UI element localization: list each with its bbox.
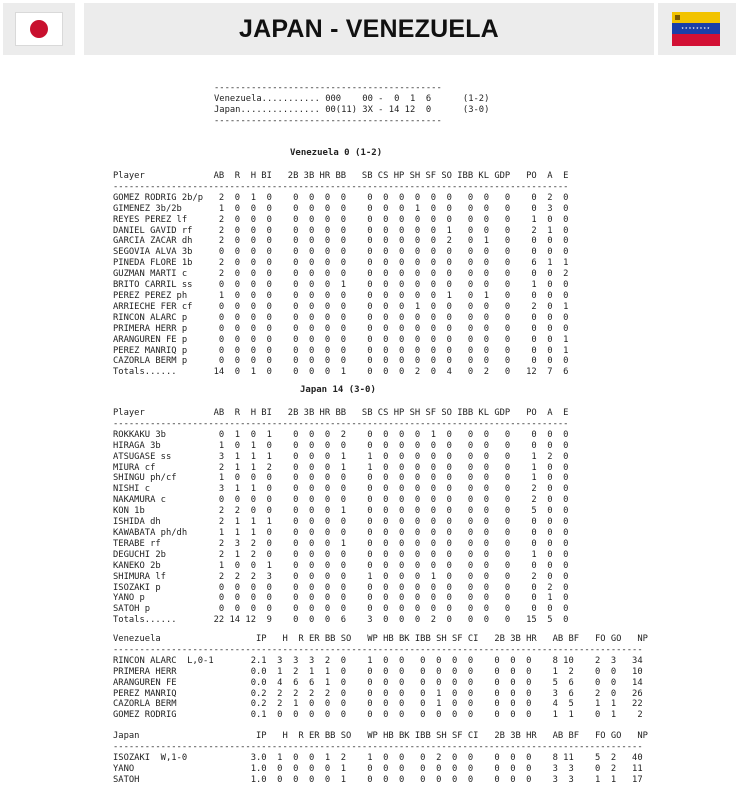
japan-batting-title: Japan 14 (3-0) xyxy=(300,385,376,395)
batting-row: KANEKO 2b 1 0 0 1 0 0 0 0 0 0 0 0 0 0 0 0 0 0 0 0 xyxy=(113,560,569,571)
batting-row: RINCON ALARC p 0 0 0 0 0 0 0 0 0 0 0 0 0 0 0 0 0 0 0 0 xyxy=(113,312,569,323)
linescore-separator-top: ------------------------------------------- xyxy=(214,83,442,93)
pitching-header: Venezuela IP H R ER BB SO WP HB BK IBB SH SF CI 2B 3B HR AB BF FO GO NP xyxy=(113,634,648,644)
batting-row: SEGOVIA ALVA 3b 0 0 0 0 0 0 0 0 0 0 0 0 0 0 0 0 0 0 0 0 xyxy=(113,247,569,258)
pitching-row: CAZORLA BERM 0.2 2 1 0 0 0 0 0 0 0 1 0 0 0 0 0 4 5 1 1 22 xyxy=(113,699,643,710)
pitching-row: GOMEZ RODRIG 0.1 0 0 0 0 0 0 0 0 0 0 0 0 0 0 0 1 1 0 1 2 xyxy=(113,710,643,721)
pitching-row: YANO 1.0 0 0 0 0 1 0 0 0 0 0 0 0 0 0 0 3 3 0 2 11 xyxy=(113,763,643,774)
batting-row: ISHIDA dh 2 1 1 1 0 0 0 0 0 0 0 0 0 0 0 0 0 0 0 0 xyxy=(113,517,569,528)
batting-row: GOMEZ RODRIG 2b/p 2 0 1 0 0 0 0 0 0 0 0 0 0 0 0 0 0 0 2 0 xyxy=(113,192,569,203)
batting-row: SHIMURA lf 2 2 2 3 0 0 0 0 1 0 0 0 1 0 0 0 0 2 0 0 xyxy=(113,571,569,582)
batting-totals-row: Totals...... 22 14 12 9 0 0 0 6 3 0 0 0 2 0 0 0 0 15 5 0 xyxy=(113,615,569,626)
japan-batting-table xyxy=(113,408,568,626)
batting-row: YANO p 0 0 0 0 0 0 0 0 0 0 0 0 0 0 0 0 0 0 1 0 xyxy=(113,593,569,604)
batting-row: PEREZ MANRIQ p 0 0 0 0 0 0 0 0 0 0 0 0 0 0 0 0 0 0 0 1 xyxy=(113,345,569,356)
batting-row: GUZMAN MARTI c 2 0 0 0 0 0 0 0 0 0 0 0 0 0 0 0 0 0 0 2 xyxy=(113,269,569,280)
batting-row: NISHI c 3 1 1 0 0 0 0 0 0 0 0 0 0 0 0 0 0 2 0 0 xyxy=(113,484,569,495)
batting-row: DANIEL GAVID rf 2 0 0 0 0 0 0 0 0 0 0 0 0 1 0 0 0 2 1 0 xyxy=(113,225,569,236)
batting-totals-row: Totals...... 14 0 1 0 0 0 0 1 0 0 0 2 0 4 0 2 0 12 7 6 xyxy=(113,367,569,378)
pitching-row: SATOH 1.0 0 0 0 0 1 0 0 0 0 0 0 0 0 0 0 3 3 1 1 17 xyxy=(113,774,643,785)
batting-separator: -------------------------------------------------------------------------------------- xyxy=(113,418,569,429)
batting-row: BRITO CARRIL ss 0 0 0 0 0 0 0 1 0 0 0 0 0 0 0 0 0 1 0 0 xyxy=(113,280,569,291)
batting-row: HIRAGA 3b 1 0 1 0 0 0 0 0 0 0 0 0 0 0 0 0 0 0 0 0 xyxy=(113,440,569,451)
pitching-separator: ---------------------------------------------------------------------------------------------------- xyxy=(113,644,643,655)
venezuela-batting-title: Venezuela 0 (1-2) xyxy=(290,148,383,158)
japan-flag-disc xyxy=(30,20,48,38)
batting-separator: -------------------------------------------------------------------------------------- xyxy=(113,181,569,192)
batting-row: PEREZ PEREZ ph 1 0 0 0 0 0 0 0 0 0 0 0 0 1 0 1 0 0 0 0 xyxy=(113,290,569,301)
japan-flag-icon xyxy=(15,12,63,46)
batting-row: GARCIA ZACAR dh 2 0 0 0 0 0 0 0 0 0 0 0 0 2 0 1 0 0 0 0 xyxy=(113,236,569,247)
pitching-row: PRIMERA HERR 0.0 1 2 1 1 0 0 0 0 0 0 0 0 0 0 0 1 2 0 0 10 xyxy=(113,666,643,677)
batting-row: ATSUGASE ss 3 1 1 1 0 0 0 1 1 0 0 0 0 0 0 0 0 1 2 0 xyxy=(113,451,569,462)
linescore xyxy=(214,83,489,127)
venezuela-pitching-table xyxy=(113,634,648,721)
pitching-header: Japan IP H R ER BB SO WP HB BK IBB SH SF CI 2B 3B HR AB BF FO GO NP xyxy=(113,731,648,741)
linescore-separator-bottom: ------------------------------------------- xyxy=(214,115,442,126)
pitching-row: RINCON ALARC L,0-1 2.1 3 3 3 2 0 1 0 0 0 0 0 0 0 0 0 8 10 2 3 34 xyxy=(113,655,643,666)
title-bar xyxy=(84,3,654,55)
venezuela-flag-stars-icon: ★★★★★★★★ xyxy=(681,26,711,30)
batting-row: SATOH p 0 0 0 0 0 0 0 0 0 0 0 0 0 0 0 0 0 0 0 0 xyxy=(113,604,569,615)
batting-row: ISOZAKI p 0 0 0 0 0 0 0 0 0 0 0 0 0 0 0 0 0 0 2 0 xyxy=(113,582,569,593)
batting-row: GIMENEZ 3b/2b 1 0 0 0 0 0 0 0 0 0 0 1 0 0 0 0 0 0 3 0 xyxy=(113,203,569,214)
venezuela-flag-red-band xyxy=(672,34,720,46)
batting-row: CAZORLA BERM p 0 0 0 0 0 0 0 0 0 0 0 0 0 0 0 0 0 0 0 0 xyxy=(113,356,569,367)
linescore-row-venezuela: Venezuela........... 000 00 - 0 1 6 (1-2) xyxy=(214,93,490,104)
batting-row: SHINGU ph/cf 1 0 0 0 0 0 0 0 0 0 0 0 0 0 0 0 0 1 0 0 xyxy=(113,473,569,484)
pitching-row: PEREZ MANRIQ 0.2 2 2 2 2 0 0 0 0 0 1 0 0 0 0 0 3 6 2 0 26 xyxy=(113,688,643,699)
venezuela-batting-table xyxy=(113,171,568,378)
pitching-row: ARANGUREN FE 0.0 4 6 6 1 0 0 0 0 0 0 0 0 0 0 0 5 6 0 0 14 xyxy=(113,677,643,688)
batting-row: TERABE rf 2 3 2 0 0 0 0 1 0 0 0 0 0 0 0 0 0 0 0 0 xyxy=(113,538,569,549)
pitching-row: ISOZAKI W,1-0 3.0 1 0 0 1 2 1 0 0 0 2 0 0 0 0 0 8 11 5 2 40 xyxy=(113,752,643,763)
batting-row: REYES PEREZ lf 2 0 0 0 0 0 0 0 0 0 0 0 0 0 0 0 0 1 0 0 xyxy=(113,214,569,225)
batting-row: ARANGUREN FE p 0 0 0 0 0 0 0 0 0 0 0 0 0 0 0 0 0 0 0 1 xyxy=(113,334,569,345)
batting-header: Player AB R H BI 2B 3B HR BB SB CS HP SH SF SO IBB KL GDP PO A E xyxy=(113,171,569,181)
batting-row: KON 1b 2 2 0 0 0 0 0 1 0 0 0 0 0 0 0 0 0 5 0 0 xyxy=(113,506,569,517)
venezuela-flag-box xyxy=(658,3,736,55)
batting-row: PINEDA FLORE 1b 2 0 0 0 0 0 0 0 0 0 0 0 0 0 0 0 0 6 1 1 xyxy=(113,258,569,269)
batting-row: KAWABATA ph/dh 1 1 1 0 0 0 0 0 0 0 0 0 0 0 0 0 0 0 0 0 xyxy=(113,527,569,538)
batting-header: Player AB R H BI 2B 3B HR BB SB CS HP SH SF SO IBB KL GDP PO A E xyxy=(113,408,569,418)
page-title: JAPAN - VENEZUELA xyxy=(239,15,499,43)
pitching-separator: ---------------------------------------------------------------------------------------------------- xyxy=(113,741,643,752)
batting-row: PRIMERA HERR p 0 0 0 0 0 0 0 0 0 0 0 0 0 0 0 0 0 0 0 0 xyxy=(113,323,569,334)
japan-pitching-table xyxy=(113,731,648,786)
linescore-row-japan: Japan............... 00(11) 3X - 14 12 0 (3-0) xyxy=(214,104,490,115)
japan-flag-box xyxy=(3,3,75,55)
batting-row: DEGUCHI 2b 2 1 2 0 0 0 0 0 0 0 0 0 0 0 0 0 0 1 0 0 xyxy=(113,549,569,560)
batting-row: MIURA cf 2 1 1 2 0 0 0 1 1 0 0 0 0 0 0 0 0 1 0 0 xyxy=(113,462,569,473)
venezuela-flag-coat-icon xyxy=(675,15,680,20)
venezuela-flag-icon xyxy=(672,12,720,46)
batting-row: ARRIECHE FER cf 0 0 0 0 0 0 0 0 0 0 0 1 0 0 0 0 0 2 0 1 xyxy=(113,301,569,312)
batting-row: ROKKAKU 3b 0 1 0 1 0 0 0 2 0 0 0 0 1 0 0 0 0 0 0 0 xyxy=(113,429,569,440)
batting-row: NAKAMURA c 0 0 0 0 0 0 0 0 0 0 0 0 0 0 0 0 0 2 0 0 xyxy=(113,495,569,506)
